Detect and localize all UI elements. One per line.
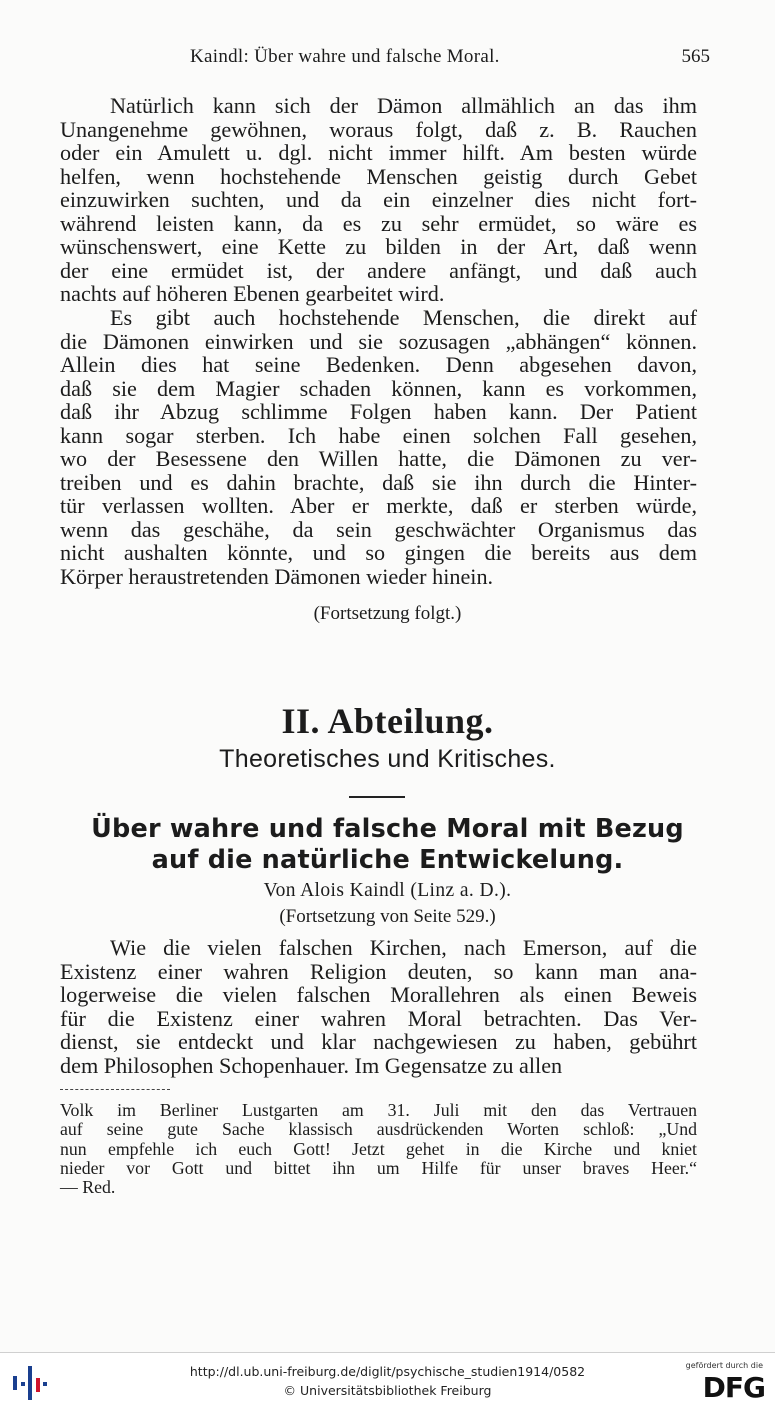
text-line: nieder vor Gott und bittet ihn um Hilfe für unser braves Heer.“ bbox=[60, 1157, 697, 1178]
text-line: helfen, wenn hochstehende Menschen geistig durch Gebet bbox=[60, 163, 697, 189]
footer-bar bbox=[0, 1352, 775, 1409]
article-byline: Von Alois Kaindl (Linz a. D.). bbox=[263, 880, 512, 901]
running-head-title: Kaindl: Über wahre und falsche Moral. bbox=[190, 46, 500, 67]
text-line: Volk im Berliner Lustgarten am 31. Juli mit den das Vertrauen bbox=[60, 1100, 697, 1120]
text-line: wo der Besessene den Willen hatte, die Dämonen zu ver- bbox=[60, 446, 697, 472]
text-line: für die Existenz einer wahren Moral betrachten. Das Ver- bbox=[60, 1005, 697, 1031]
article-title-line-2: auf die natürliche Entwickelung. bbox=[151, 845, 624, 875]
text-line: tür verlassen wollten. Aber er merkte, daß er sterben würde, bbox=[60, 493, 697, 519]
text-line: dem Philosophen Schopenhauer. Im Gegensatze zu allen bbox=[60, 1052, 563, 1078]
text-line: wünschenswert, eine Kette zu bilden in der Art, daß wenn bbox=[60, 234, 697, 260]
article-title-line-1: Über wahre und falsche Moral mit Bezug bbox=[91, 814, 684, 844]
article-continuation-note: (Fortsetzung von Seite 529.) bbox=[279, 906, 496, 927]
text-line: Allein dies hat seine Bedenken. Denn abgesehen davon, bbox=[60, 352, 697, 378]
text-line: wenn das geschähe, da sein geschwächter Organismus das bbox=[60, 516, 697, 542]
text-line: die Dämonen einwirken und sie sozusagen „abhängen“ können. bbox=[60, 328, 697, 354]
running-head bbox=[60, 46, 710, 76]
footer-url-link[interactable]: http://dl.ub.uni-freiburg.de/diglit/psychische_studien1914/0582 bbox=[189, 1364, 586, 1379]
text-line: Es gibt auch hochstehende Menschen, die direkt auf bbox=[110, 305, 697, 330]
text-line: daß sie dem Magier schaden können, kann es vorkommen, bbox=[60, 375, 697, 401]
funder-note: gefördert durch die bbox=[685, 1361, 763, 1370]
continued-note: (Fortsetzung folgt.) bbox=[313, 603, 462, 624]
text-line: nachts auf höheren Ebenen gearbeitet wird. bbox=[60, 281, 445, 307]
text-line: kann sogar sterben. Ich habe einen solchen Fall gesehen, bbox=[60, 422, 697, 448]
section-subheading: Theoretisches und Kritisches. bbox=[219, 745, 556, 773]
page-number: 565 bbox=[681, 46, 710, 67]
text-line: Existenz einer wahren Religion deuten, so kann man ana- bbox=[60, 958, 697, 984]
footer-copyright: © Universitätsbibliothek Freiburg bbox=[283, 1383, 492, 1398]
footnote-separator bbox=[60, 1089, 170, 1090]
text-line: der eine ermüdet ist, der andere anfängt, und daß auch bbox=[60, 257, 697, 283]
text-line: Unangenehme gewöhnen, woraus folgt, daß z. B. Rauchen bbox=[60, 116, 697, 142]
text-line: Natürlich kann sich der Dämon allmählich an das ihm bbox=[110, 93, 697, 118]
paragraph-1 bbox=[60, 94, 697, 306]
text-line: einzuwirken suchten, und da ein einzelner dies nicht fort- bbox=[60, 187, 697, 213]
text-line: — Red. bbox=[60, 1177, 116, 1198]
text-line: während leisten kann, da es zu sehr ermüdet, so wäre es bbox=[60, 210, 697, 236]
text-line: logerweise die vielen falschen Morallehren als einen Beweis bbox=[60, 982, 697, 1008]
text-line: daß ihr Abzug schlimme Folgen haben kann. Der Patient bbox=[60, 399, 697, 425]
text-line: Wie die vielen falschen Kirchen, nach Emerson, auf die bbox=[110, 935, 697, 960]
text-line: oder ein Amulett u. dgl. nicht immer hilft. Am besten würde bbox=[60, 140, 697, 166]
text-line: auf seine gute Sache klassisch ausdrückenden Worten schloß: „Und bbox=[60, 1119, 697, 1140]
text-line: Körper heraustretenden Dämonen wieder hinein. bbox=[60, 564, 494, 590]
section-heading: II. Abteilung. bbox=[281, 701, 494, 741]
text-line: nun empfehle ich euch Gott! Jetzt gehet in die Kirche und kniet bbox=[60, 1138, 697, 1159]
section-rule bbox=[349, 796, 405, 798]
text-line: dienst, sie entdeckt und klar nachgewiesen zu haben, gebührt bbox=[60, 1029, 697, 1055]
dfg-logo: DFG bbox=[702, 1371, 765, 1404]
footnote bbox=[60, 1101, 697, 1197]
text-line: treiben und es dahin brachte, daß sie ihn durch die Hinter- bbox=[60, 469, 697, 495]
paragraph-3 bbox=[60, 936, 697, 1077]
paragraph-2 bbox=[60, 306, 697, 589]
text-line: nicht aushalten könnte, und so gingen die bereits aus dem bbox=[60, 540, 697, 566]
